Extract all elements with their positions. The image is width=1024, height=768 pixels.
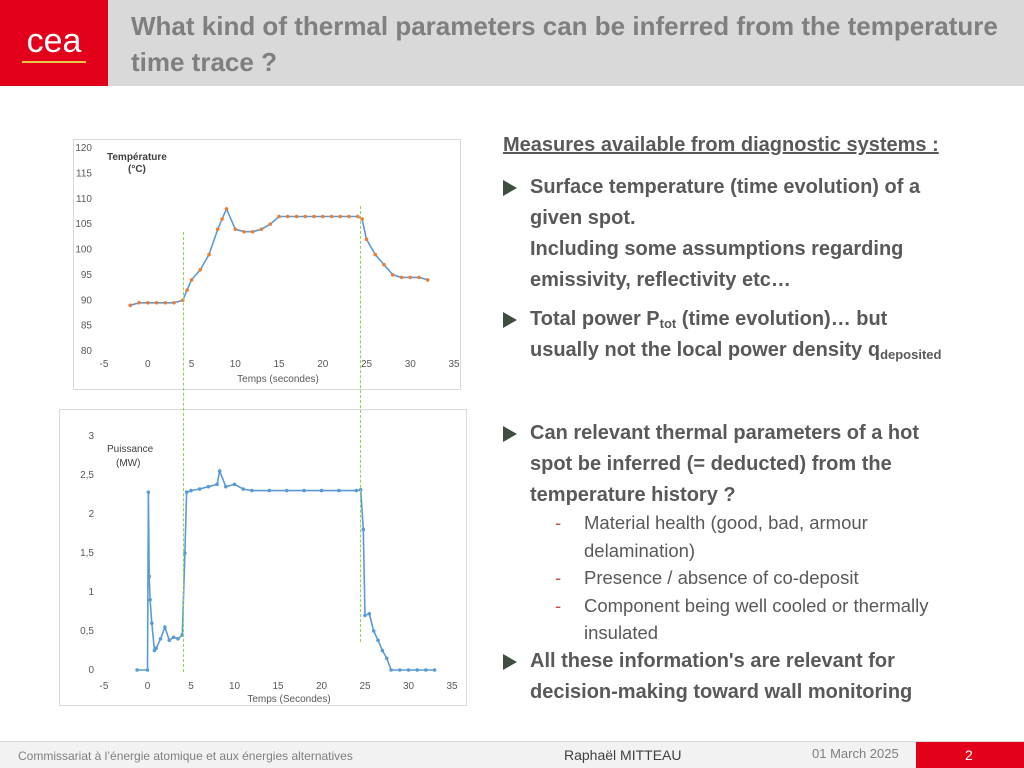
data-point <box>338 215 342 219</box>
x-tick-label: 5 <box>188 359 195 370</box>
bullet-triangle-icon <box>503 312 517 328</box>
data-point <box>147 490 151 494</box>
data-point <box>372 629 376 633</box>
data-point <box>361 528 365 532</box>
y-tick-label: 110 <box>76 193 92 205</box>
data-point <box>159 637 163 641</box>
x-tick-label: 20 <box>317 359 329 370</box>
data-point <box>268 489 272 493</box>
x-tick-label: 25 <box>360 359 373 370</box>
data-point <box>373 253 377 257</box>
temp-ylabel-2: (°C) <box>128 164 146 175</box>
footer-author: Raphaël MITTEAU <box>564 747 682 763</box>
x-tick-label: 20 <box>315 681 328 692</box>
y-tick-label: 120 <box>75 143 92 154</box>
x-tick-label: 35 <box>448 359 460 370</box>
x-tick-label: -5 <box>99 681 109 692</box>
data-point <box>189 489 193 493</box>
y-tick-label: 0 <box>88 665 94 676</box>
bullet-triangle-icon <box>503 654 517 670</box>
x-tick-label: 25 <box>359 681 371 692</box>
data-point <box>250 489 254 493</box>
sub-item-cooling: - Component being well cooled or thermally insulated <box>555 592 995 647</box>
x-tick-label: 15 <box>272 681 284 692</box>
x-tick-label: 15 <box>273 359 285 370</box>
y-tick-label: 90 <box>80 295 92 307</box>
data-point <box>185 490 189 494</box>
data-point <box>424 668 428 672</box>
sub-item-co-deposit: - Presence / absence of co-deposit <box>555 564 995 592</box>
y-tick-label: 3 <box>88 431 94 442</box>
x-tick-label: 0 <box>144 681 151 692</box>
y-tick-label: 115 <box>76 168 92 180</box>
data-point <box>355 489 359 493</box>
temperature-chart <box>73 139 461 390</box>
data-point <box>128 304 132 308</box>
data-point <box>417 276 421 280</box>
data-point <box>207 253 211 257</box>
y-tick-label: 80 <box>80 346 92 357</box>
y-tick-label: 95 <box>80 269 92 281</box>
y-tick-label: 105 <box>75 219 92 231</box>
data-point <box>260 227 264 231</box>
data-point <box>163 625 167 629</box>
data-point <box>268 222 272 226</box>
temp-xlabel: Temps (secondes) <box>237 374 319 385</box>
dash-icon: - <box>555 567 562 588</box>
y-tick-label: 1,5 <box>80 548 94 559</box>
data-point <box>251 230 255 234</box>
x-tick-label: 10 <box>229 359 241 370</box>
bullet-surface-temperature: Surface temperature (time evolution) of a given spot. Including some assumptions regarding emissivity, reflectivity etc… <box>503 172 1003 296</box>
measures-title: Measures available from diagnostic systems : <box>503 134 939 156</box>
data-point <box>398 668 402 672</box>
page-number: 2 <box>965 747 973 763</box>
data-point <box>302 489 306 493</box>
y-tick-label: 2 <box>88 509 94 520</box>
y-tick-label: 1 <box>88 587 94 598</box>
dash-icon: - <box>555 594 562 616</box>
data-point <box>220 217 224 221</box>
data-point <box>176 637 180 641</box>
y-tick-label: 85 <box>80 320 92 332</box>
x-tick-label: 30 <box>402 681 415 692</box>
data-point <box>172 635 176 639</box>
data-point <box>185 288 189 292</box>
data-point <box>356 215 360 219</box>
data-point <box>216 227 220 231</box>
power-chart <box>59 409 467 706</box>
data-point <box>320 489 324 493</box>
x-tick-label: 30 <box>404 359 416 370</box>
guide-line-start <box>183 232 184 672</box>
power-ylabel-1: Puissance <box>107 444 154 455</box>
data-point <box>285 489 289 493</box>
data-point <box>365 238 369 242</box>
data-point <box>286 215 290 219</box>
data-point <box>391 273 395 277</box>
power-ylabel-2: (MW) <box>116 458 141 469</box>
data-point <box>242 230 246 234</box>
bullet-triangle-icon <box>503 426 517 442</box>
data-point <box>303 215 307 219</box>
data-point <box>277 215 281 219</box>
data-point <box>381 649 385 653</box>
data-point <box>218 469 222 473</box>
data-point <box>147 575 151 579</box>
data-point <box>150 621 154 625</box>
data-point <box>408 276 412 280</box>
data-point <box>382 263 386 267</box>
data-point <box>347 215 351 219</box>
data-point <box>426 278 430 282</box>
data-point <box>233 227 237 231</box>
series-line <box>130 209 428 305</box>
data-point <box>321 215 325 219</box>
data-point <box>233 483 237 487</box>
data-point <box>385 657 389 661</box>
sub-list <box>555 509 995 647</box>
y-tick-label: 2,5 <box>80 470 94 481</box>
data-point <box>415 668 419 672</box>
x-tick-label: 0 <box>144 359 151 370</box>
bullet-triangle-icon <box>503 180 517 196</box>
data-point <box>400 276 404 280</box>
data-point <box>154 646 158 650</box>
data-point <box>224 485 228 489</box>
data-point <box>389 668 393 672</box>
cea-logo <box>0 0 108 86</box>
data-point <box>433 668 437 672</box>
data-point <box>163 301 167 305</box>
data-point <box>225 207 229 211</box>
data-point <box>337 489 341 493</box>
data-point <box>376 639 380 643</box>
footer-organization: Commissariat à l’énergie atomique et aux énergies alternatives <box>18 749 353 763</box>
x-tick-label: 35 <box>446 681 458 692</box>
sub-item-material-health: - Material health (good, bad, armour delamination) <box>555 509 995 564</box>
dash-icon: - <box>555 512 562 533</box>
data-point <box>215 483 219 487</box>
guide-line-end <box>360 206 361 642</box>
footer-date: 01 March 2025 <box>812 746 899 761</box>
data-point <box>190 278 194 282</box>
data-point <box>241 487 245 491</box>
x-tick-label: -5 <box>99 359 109 370</box>
bullet-relevant-parameters: Can relevant thermal parameters of a hot spot be inferred (= deducted) from the temperature history ? <box>503 418 1003 511</box>
data-point <box>198 487 202 491</box>
power-xlabel: Temps (Secondes) <box>247 694 331 705</box>
data-point <box>330 215 334 219</box>
data-point <box>407 668 411 672</box>
data-point <box>135 668 139 672</box>
temp-ylabel-1: Température <box>107 152 167 163</box>
y-tick-label: 100 <box>75 244 92 256</box>
data-point <box>137 301 141 305</box>
logo-text: cea <box>26 22 82 60</box>
data-point <box>368 612 372 616</box>
data-point <box>172 301 176 305</box>
data-point <box>198 268 202 272</box>
data-point <box>363 614 367 618</box>
y-tick-label: 0,5 <box>80 626 94 637</box>
slide-title: What kind of thermal parameters can be inferred from the temperature time trace ? <box>131 11 998 77</box>
bullet-total-power: Total power $P_{tot}$ (time evolution)… but usually not the local power density $q_{deposited}$ <box>503 304 1003 366</box>
data-point <box>146 668 150 672</box>
data-point <box>207 485 211 489</box>
x-tick-label: 5 <box>188 681 194 692</box>
bullet-decision-making: All these information's are relevant for decision-making toward wall monitoring <box>503 646 1003 708</box>
data-point <box>148 598 152 602</box>
data-point <box>146 301 150 305</box>
x-tick-label: 10 <box>228 681 241 692</box>
series-line <box>137 471 435 670</box>
data-point <box>155 301 159 305</box>
data-point <box>167 639 171 643</box>
data-point <box>295 215 299 219</box>
data-point <box>312 215 316 219</box>
